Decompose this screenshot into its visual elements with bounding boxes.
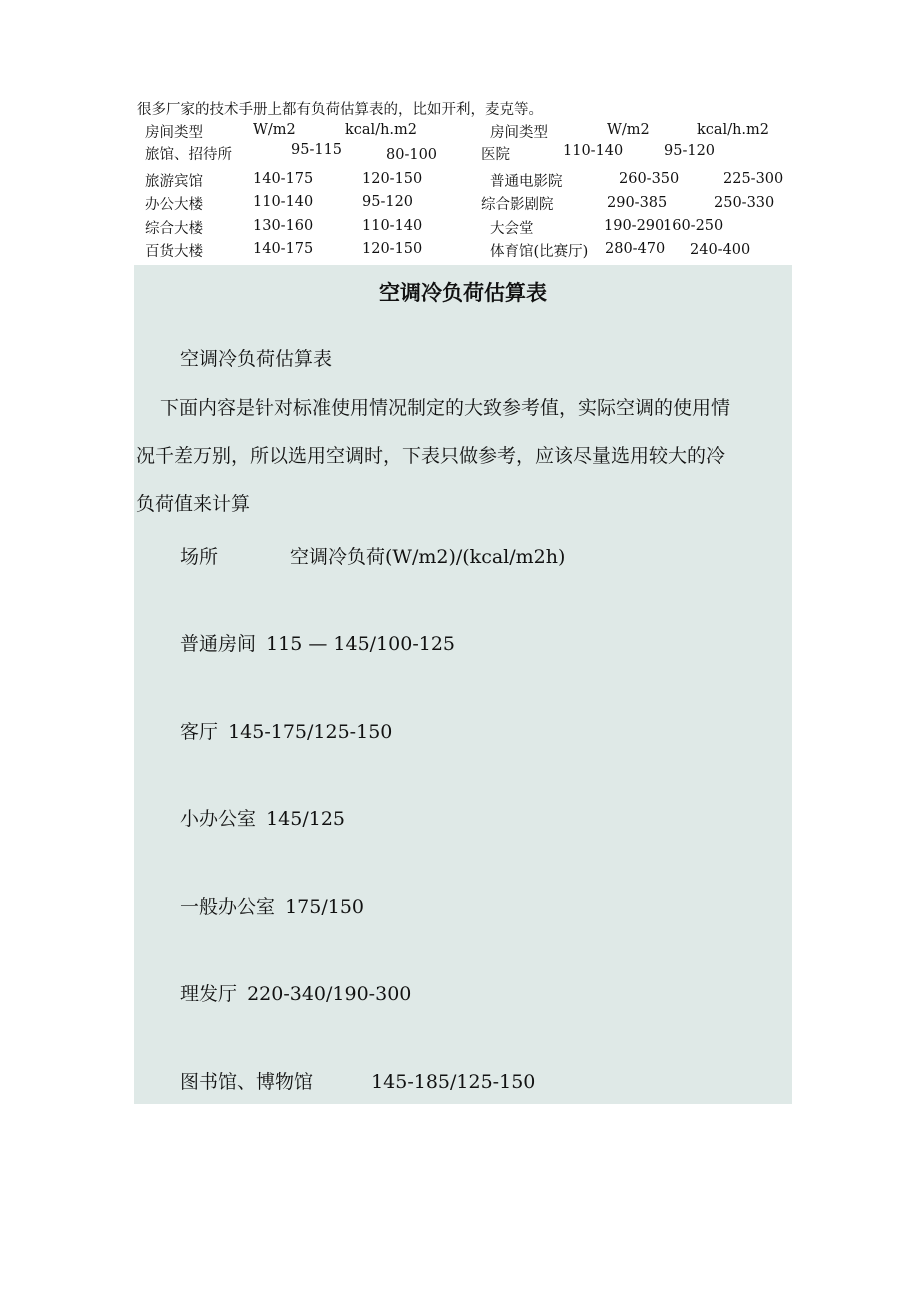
load-item-value: 145/125	[266, 808, 345, 830]
header-room-type-right: 房间类型	[490, 125, 548, 141]
row-kcal: 240-400	[690, 242, 751, 258]
row-wm2: 280-470	[605, 241, 666, 257]
load-item-value: 145-175/125-150	[228, 721, 393, 743]
header-kcal-right: kcal/h.m2	[697, 122, 769, 138]
load-item	[180, 1067, 535, 1094]
row-wm2: 110-140	[253, 194, 314, 210]
panel-title: 空调冷负荷估算表	[379, 281, 547, 305]
row-kcal: 225-300	[723, 171, 784, 187]
panel-paragraph-line: 下面内容是针对标准使用情况制定的大致参考值，实际空调的使用情	[160, 397, 731, 419]
header-load: 空调冷负荷(W/m2)/(kcal/m2h)	[290, 546, 566, 568]
load-item-name: 理发厅	[180, 983, 238, 1005]
row-kcal: 120-150	[362, 171, 423, 187]
row-kcal: 95-120	[664, 143, 716, 159]
load-item-value: 145-185/125-150	[371, 1071, 536, 1093]
row-name: 办公大楼	[145, 197, 203, 213]
load-item-name: 一般办公室	[180, 896, 276, 918]
row-wm2: 260-350	[619, 171, 680, 187]
row-name: 大会堂	[490, 221, 534, 237]
row-kcal: 120-150	[362, 241, 423, 257]
load-item	[180, 804, 345, 831]
row-wm2: 290-385	[607, 195, 668, 211]
header-kcal-left: kcal/h.m2	[345, 122, 417, 138]
header-wm2-right: W/m2	[607, 122, 650, 138]
panel-paragraph-line: 况千差万别，所以选用空调时，下表只做参考，应该尽量选用较大的冷	[136, 445, 726, 467]
header-room-type-left: 房间类型	[145, 125, 203, 141]
row-wm2: 190-290	[604, 218, 665, 234]
row-name: 旅游宾馆	[145, 174, 203, 190]
load-item-value: 115 — 145/100-125	[266, 633, 456, 655]
row-kcal: 160-250	[663, 218, 724, 234]
row-name: 综合影剧院	[481, 197, 554, 213]
row-name: 普通电影院	[490, 174, 563, 190]
row-name: 医院	[481, 147, 510, 163]
load-item-name: 图书馆、博物馆	[180, 1071, 314, 1093]
panel-subtitle: 空调冷负荷估算表	[180, 348, 333, 370]
load-item-value: 220-340/190-300	[247, 983, 412, 1005]
row-wm2: 95-115	[291, 142, 343, 158]
row-kcal: 95-120	[362, 194, 414, 210]
load-item	[180, 717, 392, 744]
row-wm2: 140-175	[253, 171, 314, 187]
row-name: 综合大楼	[145, 221, 203, 237]
row-wm2: 140-175	[253, 241, 314, 257]
row-kcal: 110-140	[362, 218, 423, 234]
row-name: 旅馆、招待所	[145, 147, 232, 163]
row-wm2: 110-140	[563, 143, 624, 159]
row-name: 体育馆(比赛厅)	[490, 244, 589, 260]
row-name: 百货大楼	[145, 244, 203, 260]
header-place: 场所	[180, 546, 219, 568]
header-wm2-left: W/m2	[253, 122, 296, 138]
load-item-name: 小办公室	[180, 808, 257, 830]
panel-paragraph-line: 负荷值来计算	[136, 493, 251, 515]
intro-text: 很多厂家的技术手册上都有负荷估算表的，比如开利，麦克等。	[137, 102, 543, 118]
load-estimate-table	[0, 0, 920, 270]
load-item-name: 客厅	[180, 721, 219, 743]
load-item	[180, 892, 364, 919]
load-item	[180, 629, 455, 656]
estimate-article-panel	[134, 265, 792, 1104]
load-item-value: 175/150	[285, 896, 364, 918]
load-item-name: 普通房间	[180, 633, 257, 655]
row-wm2: 130-160	[253, 218, 314, 234]
load-item	[180, 979, 411, 1006]
row-kcal: 250-330	[714, 195, 775, 211]
row-kcal: 80-100	[386, 147, 438, 163]
